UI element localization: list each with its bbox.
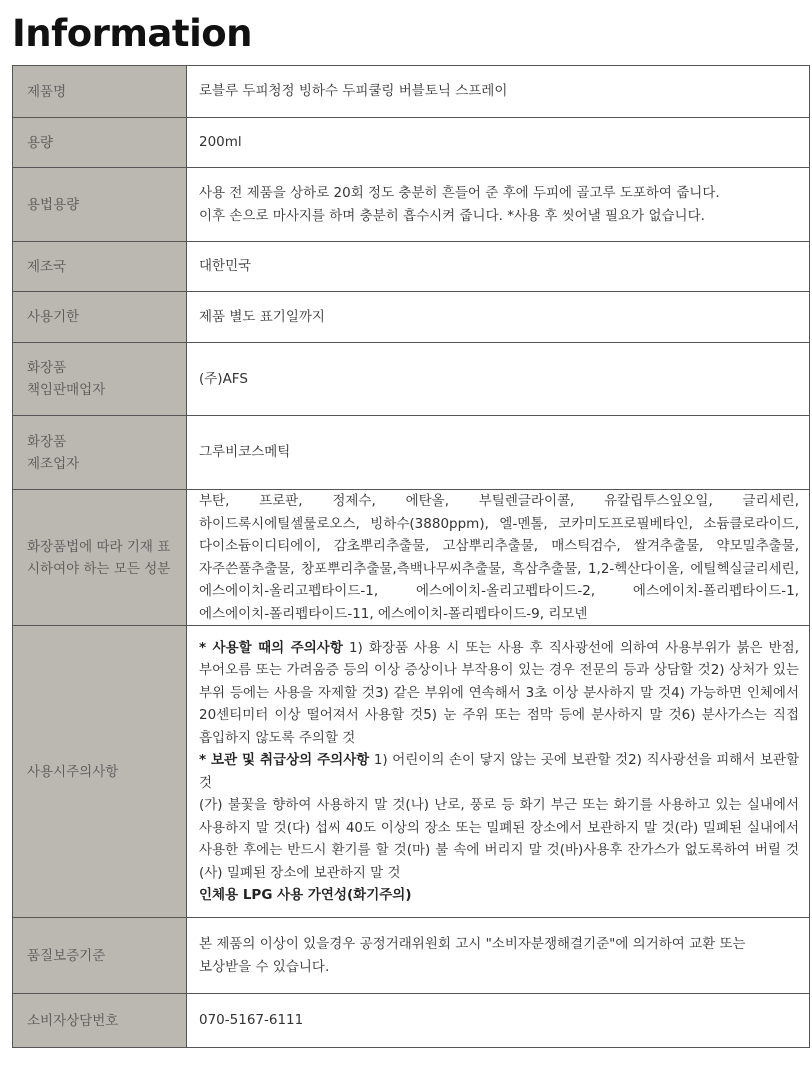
manufacturer-label-line: 화장품 <box>27 433 67 450</box>
table-row <box>13 343 810 416</box>
seller-label-line: 화장품 <box>27 360 67 376</box>
table-row <box>13 490 810 626</box>
usage-line: 이후 손으로 마사지를 하며 충분히 흡수시켜 줍니다. *사용 후 씻어낼 필요가 없습니다. <box>199 207 705 224</box>
additional-precautions-text: (가) 불꽃을 향하여 사용하지 말 것(나) 난로, 풍로 등 화기 부근 또는 화기를 사용하고 있는 실내에서 사용하지 말 것(다) 섭씨 40도 이상의 장소 또는 밀폐된 장소에서 보관하지 말 것(라) 밀폐된 실내에서 사용한 후에는 반드시 환기를 할 것(마) 불 속에 버리지 말 것(바)사용후 잔가스가 없도록하여 버릴 것 (사) 밀폐된 장소에 보관하지 말 것 <box>199 797 799 881</box>
storage-precautions-heading: * 보관 및 취급상의 주의사항 <box>199 752 370 768</box>
table-row <box>13 292 810 343</box>
volume-value: 200ml <box>187 118 810 168</box>
product-info-table <box>12 65 810 1048</box>
storage-precautions-text: 1) 어린이의 손이 닿지 않는 곳에 보관할 것2) 직사광선을 피해서 보관할 것 <box>199 752 800 791</box>
precautions-label: 사용시주의사항 <box>13 626 187 918</box>
use-precautions-heading: * 사용할 때의 주의사항 <box>199 639 343 656</box>
use-precautions-text: 1) 화장품 사용 시 또는 사용 후 직사광선에 의하여 사용부위가 붉은 반점, 부어오름 또는 가려움증 등의 이상 증상이나 부작용이 있는 경우 전문의 등과 상담할 것2) 상처가 있는 부위 등에는 사용을 자제할 것3) 같은 부위에 연속해서 3초 이상 분사하지 말 것4) 가능하면 인체에서 20센티미터 이상 떨어져서 사용할 것5) 눈 주위 또는 점막 등에 분사하지 말 것6) 분사가스는 직접 흡입하지 않도록 주의할 것 <box>199 639 800 746</box>
page-title: Information <box>12 12 253 55</box>
manufacturer-value: 그루비코스메틱 <box>187 416 810 490</box>
table-row <box>13 918 810 994</box>
table-row <box>13 66 810 118</box>
quality-value: 본 제품의 이상이 있을경우 공정거래위원회 고시 "소비자분쟁해결기준"에 의거하여 교환 또는 보상받을 수 있습니다. <box>187 918 810 994</box>
manufacturer-label <box>13 416 187 490</box>
origin-label: 제조국 <box>13 242 187 292</box>
quality-label: 품질보증기준 <box>13 918 187 994</box>
table-row <box>13 994 810 1048</box>
precautions-value <box>187 626 810 918</box>
ingredients-label: 화장품법에 따라 기재 표시하여야 하는 모든 성분 <box>13 490 187 626</box>
usage-line: 사용 전 제품을 상하로 20회 정도 충분히 흔들어 준 후에 두피에 골고루 도포하여 줍니다. <box>199 185 720 201</box>
flammability-warning: 인체용 LPG 사용 가연성(화기주의) <box>199 887 412 903</box>
contact-value: 070-5167-6111 <box>187 994 810 1048</box>
contact-label: 소비자상담번호 <box>13 994 187 1048</box>
origin-value: 대한민국 <box>187 242 810 292</box>
table-row <box>13 626 810 918</box>
table-row <box>13 118 810 168</box>
seller-value: (주)AFS <box>187 343 810 416</box>
table-row <box>13 416 810 490</box>
ingredients-value: 부탄, 프로판, 정제수, 에탄올, 부틸렌글라이콜, 유칼립투스잎오일, 글리세린, 하이드록시에틸셀룰로오스, 빙하수(3880ppm), 엘-멘톨, 코카미도프로필베타인, 소듐클로라이드, 다이소듐이디티에이, 감초뿌리추출물, 고삼뿌리추출물, 매스틱검수, 쌀겨추출물, 약모밀추출물, 자주쓴풀추출물, 창포뿌리추출물,측백나무씨추출물, 흑삼추출물, 1,2-헥산다이올, 에틸헥실글리세린, 에스에이치-올리고펩타이드-1, 에스에이치-올리고펩타이드-2, 에스에이치-폴리펩타이드-1, 에스에이치-폴리펩타이드-11, 에스에이치-폴리펩타이드-9, 리모넨 <box>187 490 810 626</box>
seller-label-line: 책임판매업자 <box>27 382 106 398</box>
seller-label <box>13 343 187 416</box>
usage-value <box>187 168 810 242</box>
volume-label: 용량 <box>13 118 187 168</box>
expiry-value: 제품 별도 표기일까지 <box>187 292 810 343</box>
use-precautions <box>199 637 799 750</box>
storage-precautions <box>199 749 799 794</box>
usage-label: 용법용량 <box>13 168 187 242</box>
expiry-label: 사용기한 <box>13 292 187 343</box>
table-row <box>13 168 810 242</box>
table-row <box>13 242 810 292</box>
product-name-value: 로블루 두피청정 빙하수 두피쿨링 버블토닉 스프레이 <box>187 66 810 118</box>
manufacturer-label-line: 제조업자 <box>27 455 80 472</box>
product-name-label: 제품명 <box>13 66 187 118</box>
